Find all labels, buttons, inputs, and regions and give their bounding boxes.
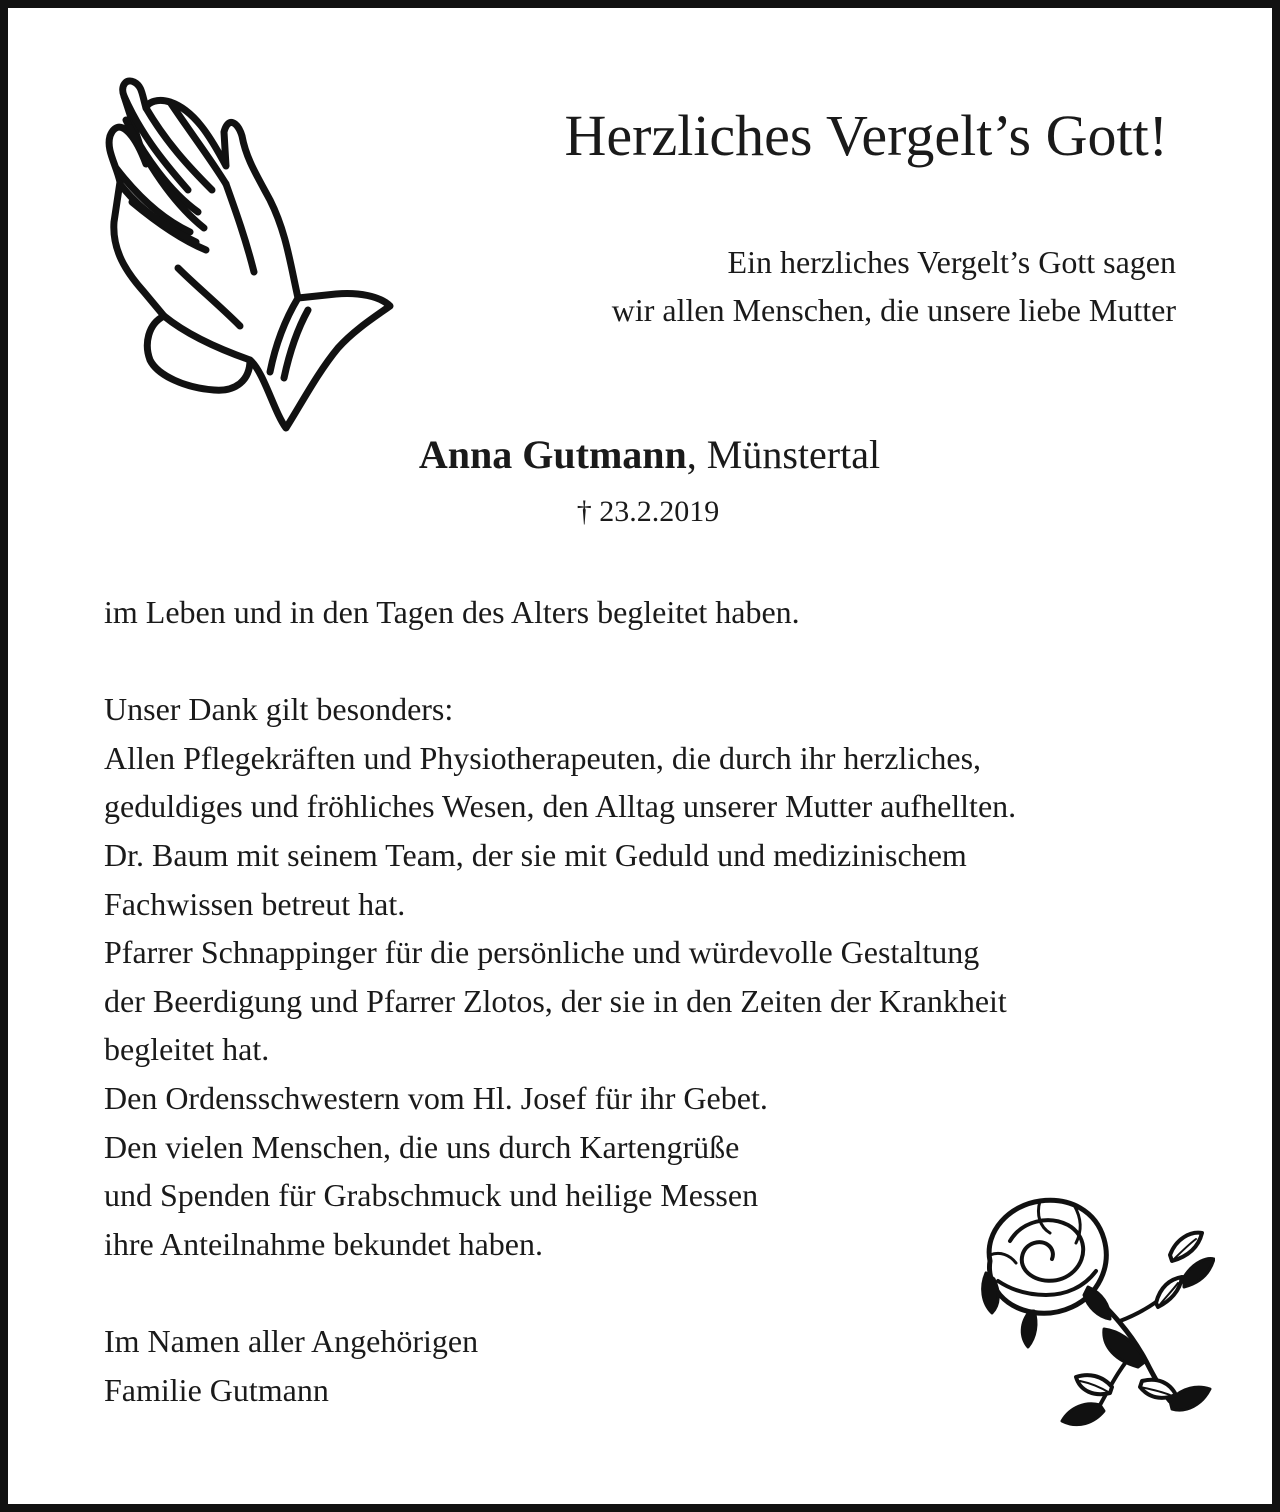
body-line: Pfarrer Schnappinger für die persönliche und würdevolle Gestaltung (104, 934, 980, 971)
intro-text (612, 238, 1176, 334)
body-line: der Beerdigung und Pfarrer Zlotos, der sie in den Zeiten der Krankheit (104, 982, 1007, 1019)
body-line: ihre Anteilnahme bekundet haben. (104, 1225, 543, 1262)
body-line: Unser Dank gilt besonders: (104, 691, 454, 728)
body-line: und Spenden für Grabschmuck und heilige Messen (104, 1177, 759, 1214)
body-line: Familie Gutmann (104, 1371, 329, 1408)
deceased-name-line (8, 431, 1280, 479)
body-line: Allen Pflegekräften und Physiotherapeuten, die durch ihr herzliches, (104, 739, 982, 776)
body-line: Dr. Baum mit seinem Team, der sie mit Geduld und medizinischem (104, 836, 967, 873)
intro-line: wir allen Menschen, die unsere liebe Mutter (611, 292, 1176, 328)
paragraph-gap (104, 1268, 1016, 1317)
body-line: Fachwissen betreut hat. (104, 885, 406, 922)
page-title: Herzliches Vergelt’s Gott! (564, 103, 1168, 168)
body-line: Den vielen Menschen, die uns durch Kartengrüße (104, 1128, 740, 1165)
deceased-name: Anna Gutmann (418, 432, 687, 477)
paragraph-gap (104, 637, 1016, 686)
body-line: im Leben und in den Tagen des Alters begleitet haben. (104, 594, 800, 630)
praying-hands-icon (86, 72, 404, 432)
body-line: begleitet hat. (104, 1031, 270, 1068)
body-line: Im Namen aller Angehörigen (104, 1322, 479, 1359)
body-line: geduldiges und fröhliches Wesen, den Alltag unserer Mutter aufhellten. (104, 788, 1017, 825)
deceased-place: , Münstertal (686, 432, 881, 477)
body-text (104, 588, 1016, 1414)
death-date: † 23.2.2019 (576, 495, 720, 528)
intro-line: Ein herzliches Vergelt’s Gott sagen (727, 244, 1176, 280)
body-line: Den Ordensschwestern vom Hl. Josef für ihr Gebet. (104, 1079, 768, 1116)
